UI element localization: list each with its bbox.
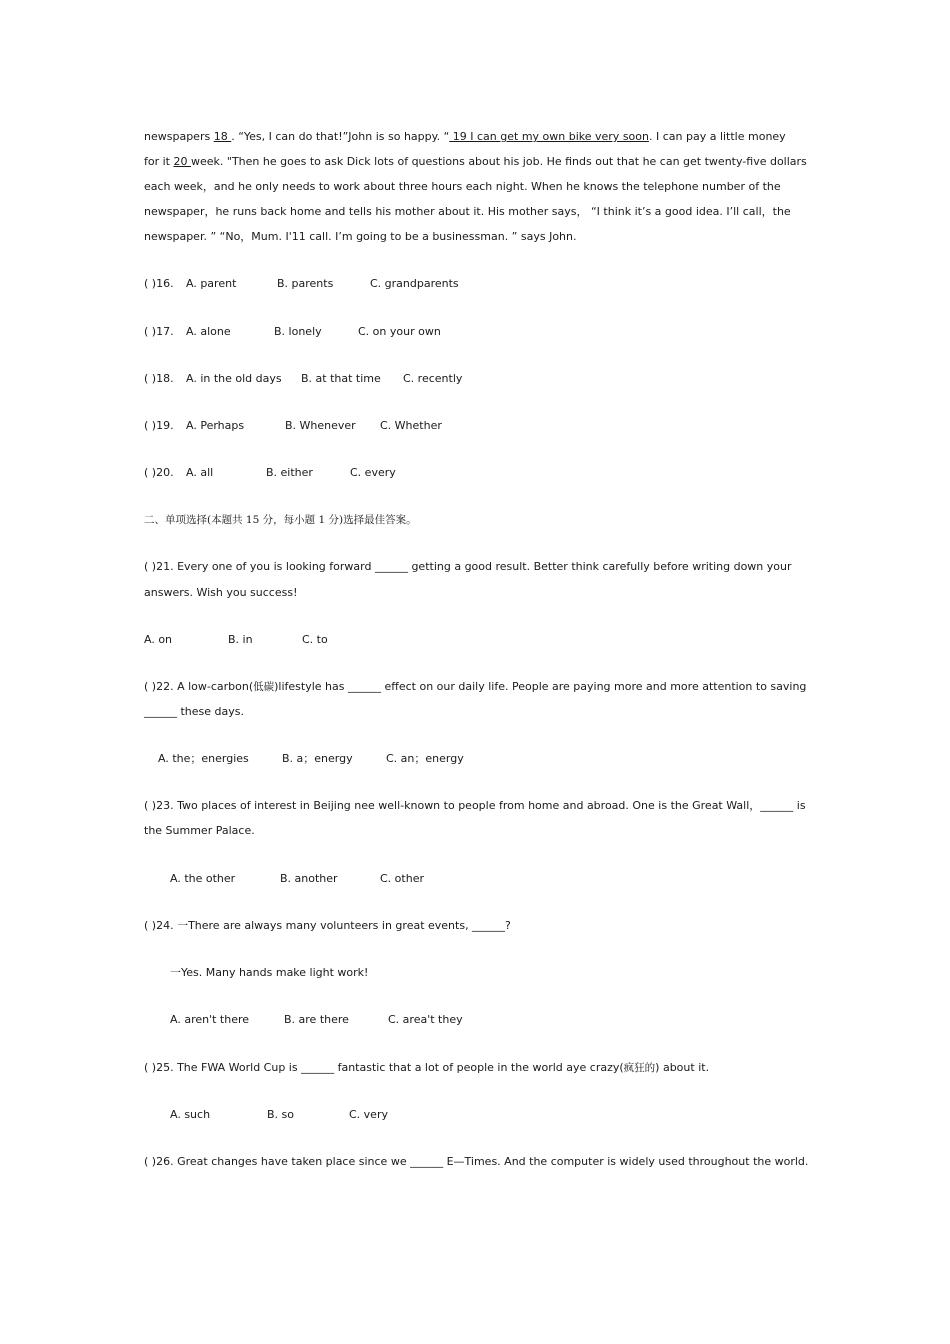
- question-24-options: [170, 1013, 463, 1027]
- chinese-gloss: 疯狂的: [623, 1062, 656, 1074]
- question-22-options: [158, 752, 464, 766]
- option-b: B. Whenever: [285, 419, 356, 432]
- question-25-options: [170, 1108, 388, 1122]
- section-heading: 二、单项选择(本题共 15 分，每小题 1 分)选择最佳答案。: [144, 514, 417, 526]
- question-18: [144, 372, 462, 386]
- question-number: ( )16.: [144, 277, 174, 290]
- chinese-gloss: 低碳: [253, 681, 275, 693]
- option-b: B. another: [280, 872, 338, 885]
- option-b: B. at that time: [301, 372, 381, 385]
- option-b: B. in: [228, 633, 253, 646]
- question-19: [144, 419, 442, 433]
- option-c: C. grandparents: [370, 277, 459, 290]
- question-25-line-1: [144, 1061, 709, 1075]
- option-a: A. all: [186, 466, 214, 479]
- question-23-line-1: ( )23. Two places of interest in Beijing nee well-known to people from home and abroad. One is the Great Wall，______ is: [144, 799, 806, 812]
- passage-line-2: [144, 155, 807, 169]
- passage-text: newspapers: [144, 130, 214, 143]
- question-number: ( )19.: [144, 419, 174, 432]
- question-21-line-1: ( )21. Every one of you is looking forward ______ getting a good result. Better think carefully before writing down your: [144, 560, 792, 573]
- option-c: C. very: [349, 1108, 388, 1121]
- question-22-line-1: [144, 680, 806, 694]
- question-26-line-1: ( )26. Great changes have taken place since we ______ E—Times. And the computer is widely used throughout the world.: [144, 1155, 809, 1168]
- option-c: C. every: [350, 466, 396, 479]
- passage-text: for it: [144, 155, 174, 168]
- passage-line-3: each week，and he only needs to work about three hours each night. When he knows the telephone number of the: [144, 180, 781, 193]
- option-c: C. recently: [403, 372, 463, 385]
- question-17: [144, 325, 441, 339]
- question-number: ( )20.: [144, 466, 174, 479]
- question-21-line-2: answers. Wish you success!: [144, 586, 298, 599]
- option-b: B. a；energy: [282, 752, 353, 765]
- option-b: B. lonely: [274, 325, 322, 338]
- question-23-options: [170, 872, 424, 886]
- passage-line-4: newspaper，he runs back home and tells his mother about it. His mother says， “I think it’s a good idea. I’ll call，the: [144, 205, 791, 218]
- passage-line-1: [144, 130, 786, 144]
- passage-text: . “Yes, I can do that!”John is so happy. “: [231, 130, 450, 143]
- question-23-line-2: the Summer Palace.: [144, 824, 255, 837]
- option-a: A. aren't there: [170, 1013, 250, 1026]
- option-c: C. Whether: [380, 419, 442, 432]
- option-c: C. to: [302, 633, 328, 646]
- option-b: B. either: [266, 466, 313, 479]
- passage-line-5: newspaper. ” “No，Mum. I'11 call. I’m going to be a businessman. ” says John.: [144, 230, 577, 243]
- option-c: C. an；energy: [386, 752, 464, 765]
- option-a: A. Perhaps: [186, 419, 245, 432]
- question-text: ( )25. The FWA World Cup is ______ fantastic that a lot of people in the world aye crazy(: [144, 1061, 624, 1074]
- option-b: B. so: [267, 1108, 295, 1121]
- option-c: C. on your own: [358, 325, 441, 338]
- option-a: A. the；energies: [158, 752, 249, 765]
- option-a: A. such: [170, 1108, 211, 1121]
- question-21-options: [144, 633, 328, 647]
- question-24-line-1: ( )24. 一There are always many volunteers in great events, ______?: [144, 919, 511, 932]
- option-a: A. alone: [186, 325, 231, 338]
- option-a: A. on: [144, 633, 173, 646]
- question-number: ( )17.: [144, 325, 174, 338]
- passage-text: . I can pay a little money: [648, 130, 786, 143]
- option-a: A. in the old days: [186, 372, 282, 385]
- option-a: A. parent: [186, 277, 237, 290]
- question-20: [144, 466, 396, 480]
- question-text: )lifestyle has ______ effect on our daily life. People are paying more and more attention to saving: [274, 680, 807, 693]
- question-24-line-2: 一Yes. Many hands make light work!: [170, 966, 369, 979]
- option-c: C. other: [380, 872, 424, 885]
- option-a: A. the other: [170, 872, 236, 885]
- option-c: C. area't they: [388, 1013, 463, 1026]
- option-b: B. parents: [277, 277, 334, 290]
- blank-18: 18: [213, 130, 232, 143]
- blank-20: 20: [173, 155, 191, 168]
- question-text: ) about it.: [655, 1061, 710, 1074]
- question-22-line-2: ______ these days.: [144, 705, 245, 718]
- blank-19: 19 I can get my own bike very soon: [449, 130, 649, 143]
- option-b: B. are there: [284, 1013, 349, 1026]
- question-number: ( )18.: [144, 372, 174, 385]
- passage-text: week. "Then he goes to ask Dick lots of questions about his job. He finds out that he can get twenty-five dollars: [191, 155, 807, 168]
- question-text: ( )22. A low-carbon(: [144, 680, 254, 693]
- question-16: [144, 277, 459, 291]
